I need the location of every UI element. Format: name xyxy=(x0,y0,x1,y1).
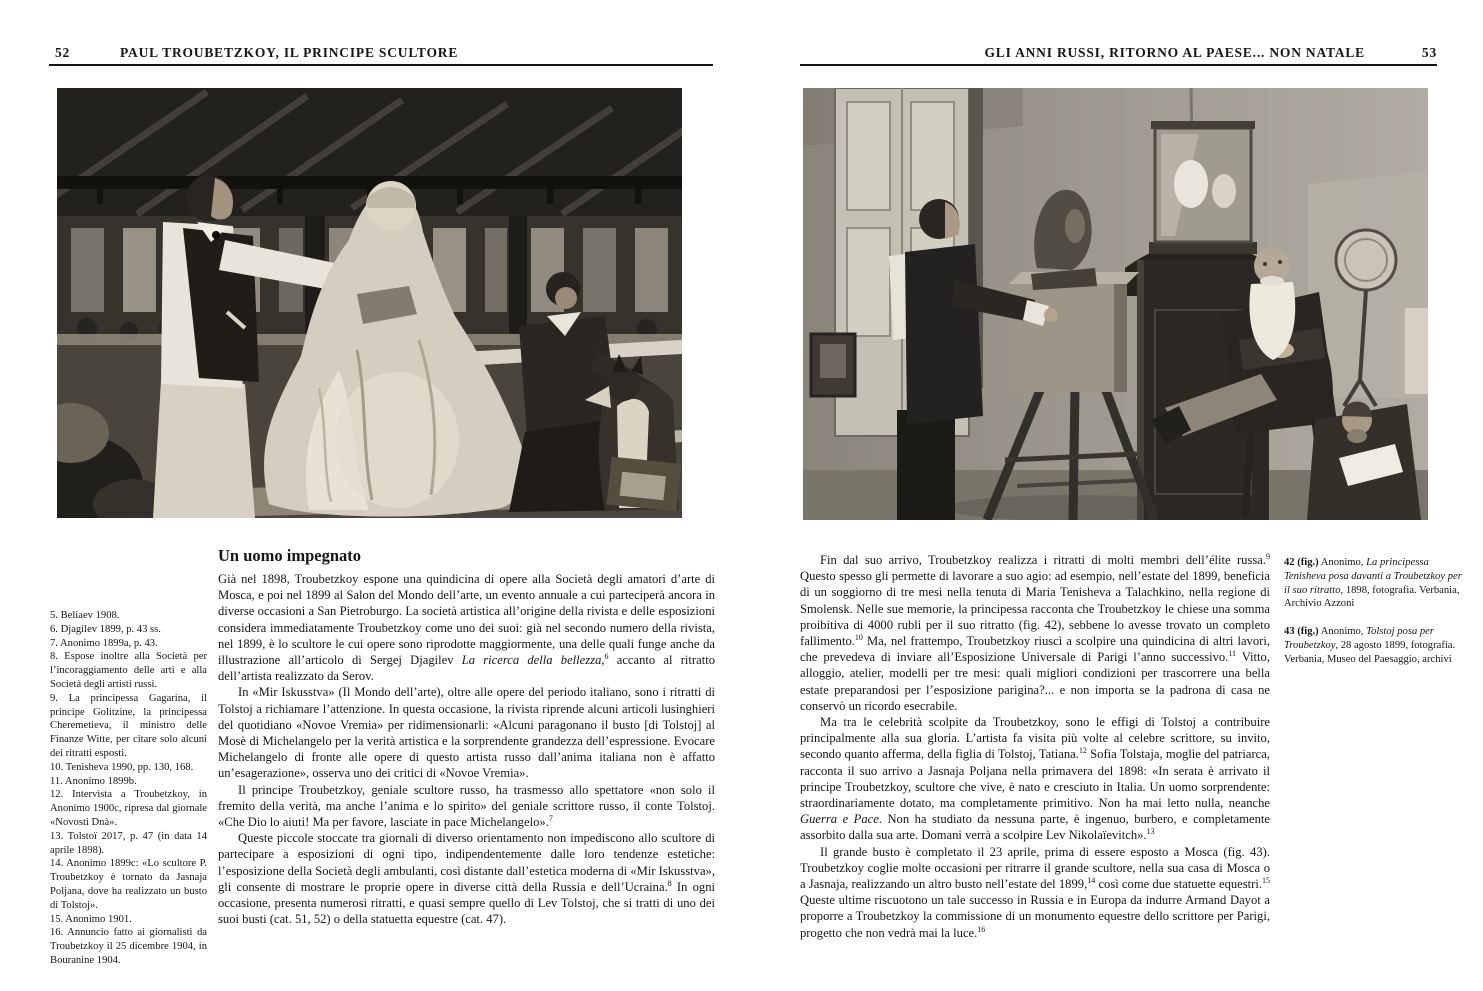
footnote-item: 13. Tolstoï 2017, p. 47 (in data 14 aprile 1898). xyxy=(50,830,207,856)
studio-photo-illustration xyxy=(57,88,682,518)
tolstoy-photo-illustration xyxy=(803,88,1428,520)
header-rule-right xyxy=(800,64,1437,66)
figure-caption: 42 (fig.) Anonimo, La principessa Tenisheva posa davanti a Troubetzkoy per il suo ritratto, 1898, fotografia. Verbania, Archivio Azzoni xyxy=(1284,557,1462,610)
paragraph: Il grande busto è completato il 23 aprile, prima di essere esposto a Mosca (fig. 43). Troubetzkoy coglie molte occasioni per ritrarre il grande scultore, nella sua casa di Mosca o a Jasnaja, realizzando un altro busto nell’estate del 1899,14 così come due statuette equestri.$^{15}$ Queste ultime riscuotono un tale successo in Russia e in Europa da indurre Armand Dayot a proporre a Troubetzkoy la commissione di un monumento equestre dello scrittore per Parigi, progetto che non vedrà mai la luce.$^{16}$ xyxy=(800,844,1270,940)
figure-studio-princess-photo xyxy=(57,88,682,518)
page-number-right: 53 xyxy=(1421,45,1437,60)
figure-tolstoy-posing-photo xyxy=(803,88,1428,520)
paragraph: In «Mir Iskusstva» (Il Mondo dell’arte), oltre alle opere del periodo italiano, sono i ritratti di Tolstoj a richiamare l’attenzione. In questa occasione, la rivista riprende alcuni articoli lusinghieri del quotidiano «Novoe Vremia» per ridimensionarli: «Alcuni paragonano il busto [di Tolstoj] al Mosè di Michelangelo per la verità artistica e la sorprendente grandezza dell’espressione. Evocare Michelangelo di fronte alle opere di questo artista russo dall’anima italiana non è affatto un’esagerazione», osserva uno dei critici di «Novoe Vremia». xyxy=(218,685,715,781)
figure-caption: 43 (fig.) Anonimo, Tolstoj posa per Troubetzkoy, 28 agosto 1899, fotografia. Verbania, Museo del Paesaggio, archivi xyxy=(1284,626,1456,665)
footnote-item: 5. Beliaev 1908. xyxy=(50,610,120,621)
header-rule-left xyxy=(49,64,713,66)
footnote-item: 6. Djagilev 1899, p. 43 ss. xyxy=(50,623,161,635)
footnote-item: 16. Annuncio fatto ai giornalisti da Troubetzkoy il 25 dicembre 1904, in Bouranine 1904. xyxy=(50,927,207,966)
page-number-left: 52 xyxy=(55,45,71,60)
running-title-left: PAUL TROUBETZKOY, IL PRINCIPE SCULTORE xyxy=(120,45,459,60)
paragraph: Il principe Troubetzkoy, geniale scultore russo, ha trasmesso allo spettatore «non solo il fremito della verità, ma anche l’anima e lo spirito» del geniale scrittore russo, il conte Tolstoj. «Che Dio lo aiuti! Ma per favore, lasciate in pace Michelangelo».$^7$ xyxy=(218,782,715,830)
crate xyxy=(607,457,682,512)
paragraph: Già nel 1898, Troubetzkoy espone una quindicina di opere alla Società degli amatori d’arte di Mosca, e poi nel 1899 al Salon del Mondo dell’arte, un evento annuale a cui parteciperà ancora in diverse occasioni a San Pietroburgo. La società artistica all’origine della rivista e delle esposizioni considera immediatamente Troubetzkoy come uno dei suoi: già nel secondo numero della rivista, nel 1899, è lo scultore le cui opere sono riprodotte maggiormente, una delle quali funge anche da illustrazione all’articolo di Sergej Djagilev La ricerca della bellezza,$^6$ accanto al ritratto dell’artista realizzato da Serov. xyxy=(218,572,715,684)
seated-man xyxy=(1307,401,1421,520)
footnote-item: 11. Anonimo 1899b. xyxy=(50,775,137,787)
main-text-left xyxy=(218,546,715,927)
footnote-item: 8. Espose inoltre alla Società per l’incoraggiamento delle arti e alla Società degli artisti russi. xyxy=(50,651,207,690)
section-heading: Un uomo impegnato xyxy=(218,546,362,565)
footnote-item: 14. Anonimo 1899c: «Lo scultore P. Troubetzkoy è tornato da Jasnaja Poljana, dove ha realizzato un busto di Tolstoj». xyxy=(50,858,207,911)
footnote-item: 15. Anonimo 1901. xyxy=(50,913,132,925)
body-paragraphs-left xyxy=(218,571,715,927)
paragraph: Ma tra le celebrità scolpite da Troubetzkoy, sono le effigi di Tolstoj a contribuire principalmente alla sua gloria. L’artista fa visita più volte al celebre scrittore, su invito, secondo quanto afferma, della figlia di Tolstoj, Tatiana.$^{12}$ Sofia Tolstaja, moglie del patriarca, racconta il suo arrivo a Jasnaja Poljana nella primavera del 1898: «In serata è arrivato il principe Troubetzkoy, scultore che vive, è nato e cresciuto in Italia. Un uomo sorprendente: straordinariamente dotato, ma completamente primitivo. Non ha mai letto nulla, neanche Guerra e Pace. Non ha studiato da nessuna parte, è ingenuo, burbero, e completamente assorbito dalla sua arte. Domani verrà a scolpire Lev Nikolaïevitch».$^{13}$ xyxy=(800,715,1271,843)
footnote-item: 10. Tenisheva 1990, pp. 130, 168. xyxy=(50,761,194,773)
footnote-item: 12. Intervista a Troubetzkoy, in Anonimo 1900c, ripresa dal giornale «Novosti Dnà». xyxy=(50,789,207,828)
captions-column xyxy=(1284,556,1462,681)
paragraph: Fin dal suo arrivo, Troubetzkoy realizza i ritratti di molti membri dell’élite russa.$^9$ Questo spesso gli permette di lavorare a suo agio: ad esempio, nell’estate del 1899, beneficia di un soggiorno di tre mesi nella tenuta di Maria Tenisheva a Talachkino, nella regione di Smolensk. Nelle sue memorie, la principessa racconta che Troubetzkoy le chiese una somma proibitiva di 4000 rubli per il suo ritratto (fig. 42), sebbene lo avesse trovato un completo fallimento.$^{10}$ Ma, nel frattempo, Troubetzkoy riuscì a scolpire una quindicina di altri lavori, che prevedeva di inviare all’Esposizione Universale di Parigi l’anno successivo.$^{11}$ Vitto, alloggio, atelier, modelli per tre mesi: quali migliori condizioni per trascorrere una bella estate preparandosi per l’esposizione parigina?... e non importa se la padrona di casa ne conservò un ricordo esecrabile. xyxy=(800,551,1270,713)
footnote-item: 9. La principessa Gagarina, il principe Golitzine, la principessa Cheremetieva, il ministro delle Finanze Witte, per citare solo alcuni dei ritratti esposti. xyxy=(50,692,207,759)
running-title-right: GLI ANNI RUSSI, RITORNO AL PAESE... NON NATALE xyxy=(984,45,1365,60)
body-paragraphs-right xyxy=(800,552,1270,941)
main-text-right xyxy=(800,552,1270,941)
framed-picture xyxy=(811,334,855,396)
glass-case xyxy=(1149,121,1257,254)
footnotes-column xyxy=(50,609,207,968)
paragraph: Queste piccole stoccate tra giornali di diverso orientamento non impediscono allo scultore di partecipare a esposizioni di ogni tipo, indipendentemente dalle loro tendenze estetiche: l’esposizione della Società degli ambulanti, così distante dall’estetica moderna di «Mir Iskusstva», gli consente di mostrare le proprie opere in diverse città della Russia e dell’Ucraina.$^8$ In ogni occasione, presenta numerosi ritratti, e quasi sempre quello di Lev Tolstoj, che si tratti di uno dei suoi busti (cat. 51, 52) o della statuetta equestre (cat. 47). xyxy=(218,831,715,927)
footnote-item: 7. Anonimo 1899a, p. 43. xyxy=(50,637,158,649)
